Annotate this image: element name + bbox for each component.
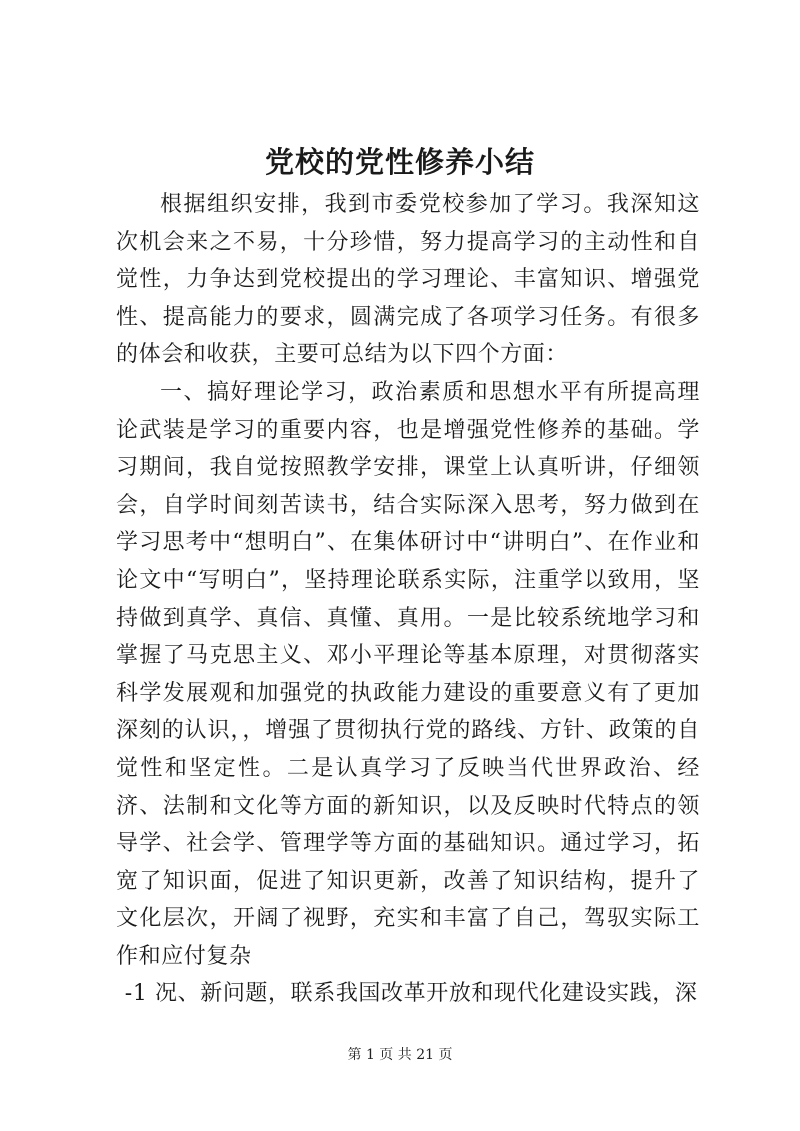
- paragraph-continued: -1 况、新问题，联系我国改革开放和现代化建设实践，深: [124, 981, 698, 1007]
- paragraph-intro: 根据组织安排，我到市委党校参加了学习。我深知这次机会来之不易，十分珍惜，努力提高学习的主动性和自觉性，力争达到党校提出的学习理论、丰富知识、增强党性、提高能力的要求，圆满完成了各项学习任务。有很多的体会和收获，主要可总结为以下四个方面：: [116, 192, 700, 368]
- document-title: 党校的党性修养小结: [264, 145, 535, 179]
- paragraph-section-one: 一、搞好理论学习，政治素质和思想水平有所提高理论武装是学习的重要内容，也是增强党性修养的基础。学习期间，我自觉按照教学安排，课堂上认真听讲，仔细领会，自学时间刻苦读书，结合实际深入思考，努力做到在学习思考中“想明白”、在集体研讨中“讲明白”、在作业和论文中“写明白”，坚持理论联系实际，注重学以致用，坚持做到真学、真信、真懂、真用。一是比较系统地学习和掌握了马克思主义、邓小平理论等基本原理，对贯彻落实科学发展观和加强党的执政能力建设的重要意义有了更加深刻的认识，，增强了贯彻执行党的路线、方针、政策的自觉性和坚定性。二是认真学习了反映当代世界政治、经济、法制和文化等方面的新知识，以及反映时代特点的领导学、社会学、管理学等方面的基础知识。通过学习，拓宽了知识面，促进了知识更新，改善了知识结构，提升了文化层次，开阔了视野，充实和丰富了自己，驾驭实际工作和应付复杂: [116, 379, 700, 969]
- document-body: [116, 186, 700, 1013]
- page-number-footer: 第 1 页 共 21 页: [347, 1047, 453, 1063]
